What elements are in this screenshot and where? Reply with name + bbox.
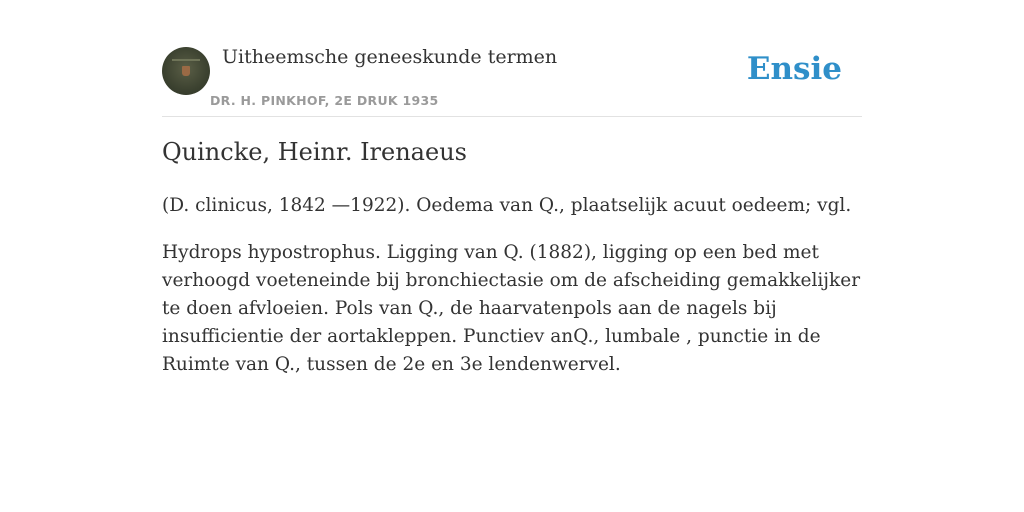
source-book-cover-avatar[interactable] [162,47,210,95]
entry-paragraph: Hydrops hypostrophus. Ligging van Q. (1882), ligging op een bed met verhoogd voeteneinde bij bronchiectasie om de afscheiding gemakkelijker te doen afvloeien. Pols van Q., de haarvatenpols aan de nagels bij insufficientie der aortakleppen. Punctiev anQ., lumbale , punctie in de Ruimte van Q., tussen de 2e en 3e lendenwervel. [162,242,861,375]
source-author: DR. H. PINKHOF, 2E DRUK 1935 [210,93,439,108]
entry-paragraph: (D. clinicus, 1842 —1922). Oedema van Q., plaatselijk acuut oedeem; vgl. [162,195,852,216]
ensie-logo-link[interactable]: Ensie [746,51,842,87]
cover-decoration [172,59,200,61]
source-header [162,40,862,117]
source-title-link[interactable]: Uitheemsche geneeskunde termen [222,46,558,68]
cover-emblem-icon [182,66,190,76]
entry-title: Quincke, Heinr. Irenaeus [162,138,467,166]
